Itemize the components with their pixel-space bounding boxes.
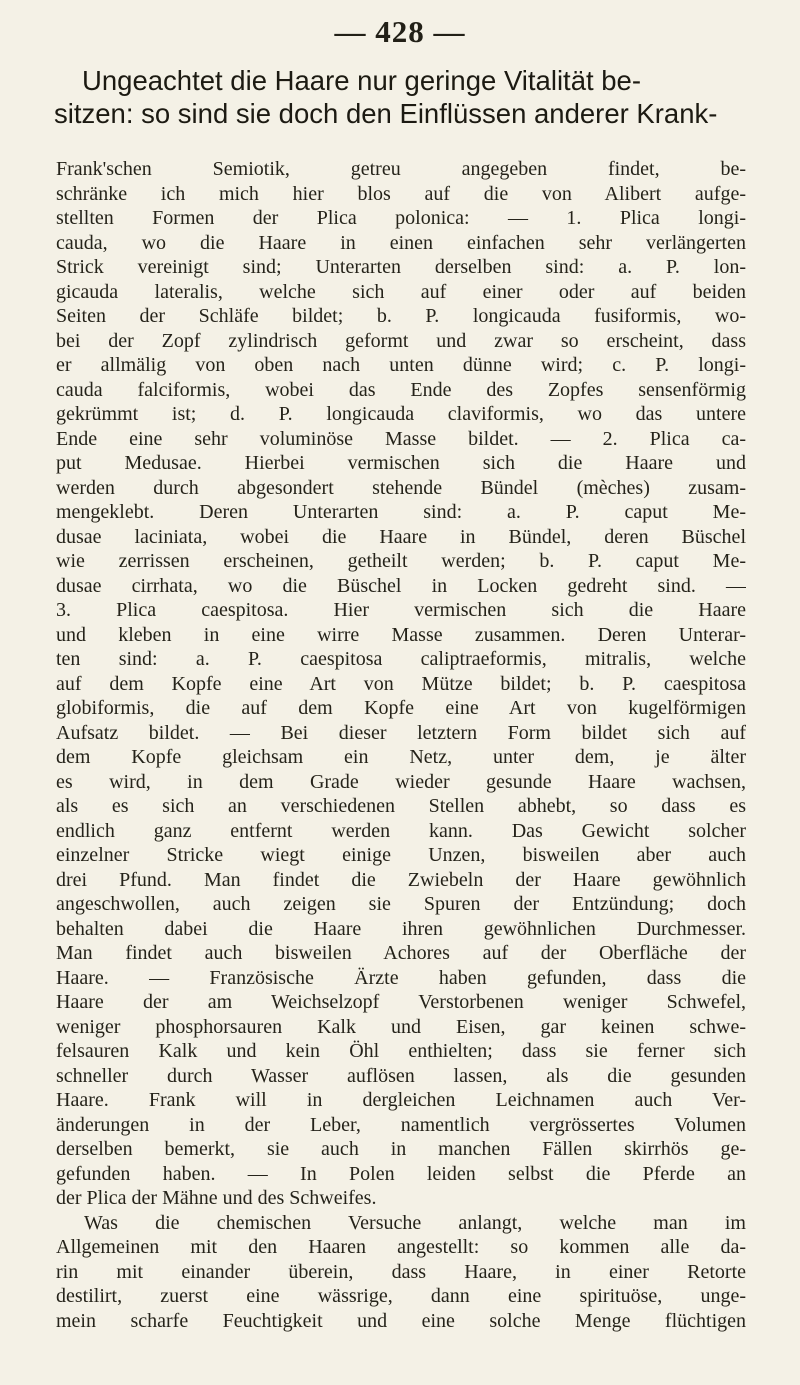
text-line: bei der Zopf zylindrisch geformt und zwar so erscheint, dass: [56, 329, 746, 352]
heading-line: Ungeachtet die Haare nur geringe Vitalität be-: [82, 65, 642, 96]
page-number: — 428 —: [334, 14, 466, 49]
text-line: drei Pfund. Man findet die Zwiebeln der Haare gewöhnlich: [56, 868, 746, 891]
text-line: dusae cirrhata, wo die Büschel in Locken gedreht sind. —: [56, 574, 746, 597]
text-line: und kleben in eine wirre Masse zusammen. Deren Unterar-: [56, 623, 746, 646]
text-line: er allmälig von oben nach unten dünne wird; c. P. longi-: [56, 354, 746, 376]
text-line: einzelner Stricke wiegt einige Unzen, bisweilen aber auch: [56, 844, 746, 866]
text-line: globiformis, die auf dem Kopfe eine Art von kugelförmigen: [56, 697, 746, 719]
text-line: rin mit einander überein, dass Haare, in einer Retorte: [56, 1260, 746, 1283]
text-line: Ende eine sehr voluminöse Masse bildet. — 2. Plica ca-: [56, 427, 746, 450]
text-line: Allgemeinen mit den Haaren angestellt: so kommen alle da-: [56, 1236, 746, 1258]
text-line: mengeklebt. Deren Unterarten sind: a. P. caput Me-: [56, 501, 746, 523]
text-line: Frank'schen Semiotik, getreu angegeben findet, be-: [56, 158, 746, 180]
text-line: Man findet auch bisweilen Achores auf der Oberfläche der: [56, 942, 746, 964]
text-line: Seiten der Schläfe bildet; b. P. longicauda fusiformis, wo-: [56, 305, 746, 327]
text-line: cauda, wo die Haare in einen einfachen sehr verlängerten: [56, 231, 746, 254]
text-line: stellten Formen der Plica polonica: — 1. Plica longi-: [56, 207, 746, 229]
text-line: es wird, in dem Grade wieder gesunde Haare wachsen,: [56, 770, 746, 793]
text-line: Haare. — Französische Ärzte haben gefunden, dass die: [56, 966, 746, 989]
text-line: der Plica der Mähne und des Schweifes.: [56, 1187, 377, 1209]
text-line: destilirt, zuerst eine wässrige, dann eine spirituöse, unge-: [56, 1285, 746, 1307]
text-line: werden durch abgesondert stehende Bündel (mèches) zusam-: [56, 476, 746, 499]
text-line: dusae laciniata, wobei die Haare in Bündel, deren Büschel: [56, 525, 746, 548]
text-line: änderungen in der Leber, namentlich vergrössertes Volumen: [56, 1113, 746, 1136]
body-text: [56, 157, 746, 1333]
text-line: 3. Plica caespitosa. Hier vermischen sich die Haare: [56, 599, 746, 621]
text-line: gicauda lateralis, welche sich auf einer oder auf beiden: [56, 280, 746, 303]
text-line: weniger phosphorsauren Kalk und Eisen, gar keinen schwe-: [56, 1015, 746, 1038]
text-line: Haare. Frank will in dergleichen Leichnamen auch Ver-: [56, 1089, 746, 1111]
text-line: cauda falciformis, wobei das Ende des Zopfes sensenförmig: [56, 378, 746, 401]
text-line: ten sind: a. P. caespitosa caliptraeformis, mitralis, welche: [56, 648, 746, 670]
section-heading: [54, 64, 754, 130]
text-line: schränke ich mich hier blos auf die von Alibert aufge-: [56, 182, 746, 205]
text-line: gefunden haben. — In Polen leiden selbst die Pferde an: [56, 1162, 746, 1185]
text-line: Haare der am Weichselzopf Verstorbenen weniger Schwefel,: [56, 991, 746, 1013]
text-line: Strick vereinigt sind; Unterarten derselben sind: a. P. lon-: [56, 256, 746, 278]
text-line: Aufsatz bildet. — Bei dieser letztern Form bildet sich auf: [56, 721, 746, 744]
text-line: felsauren Kalk und kein Öhl enthielten; dass sie ferner sich: [56, 1040, 746, 1062]
text-line: put Medusae. Hierbei vermischen sich die Haare und: [56, 452, 746, 474]
heading-line: sitzen: so sind sie doch den Einflüssen anderer Krank-: [54, 98, 718, 129]
text-line: endlich ganz entfernt werden kann. Das Gewicht solcher: [56, 819, 746, 842]
text-line: derselben bemerkt, sie auch in manchen Fällen skirrhös ge-: [56, 1138, 746, 1160]
text-line: als es sich an verschiedenen Stellen abhebt, so dass es: [56, 795, 746, 817]
text-line: wie zerrissen erscheinen, getheilt werden; b. P. caput Me-: [56, 550, 746, 572]
text-line: angeschwollen, auch zeigen sie Spuren der Entzündung; doch: [56, 893, 746, 915]
text-line: dem Kopfe gleichsam ein Netz, unter dem, je älter: [56, 746, 746, 768]
text-line: mein scharfe Feuchtigkeit und eine solche Menge flüchtigen: [56, 1309, 746, 1332]
text-line: Was die chemischen Versuche anlangt, welche man im: [84, 1211, 746, 1234]
text-line: behalten dabei die Haare ihren gewöhnlichen Durchmesser.: [56, 917, 746, 940]
text-line: auf dem Kopfe eine Art von Mütze bildet; b. P. caespitosa: [56, 672, 746, 695]
text-line: schneller durch Wasser auflösen lassen, als die gesunden: [56, 1064, 746, 1087]
text-line: gekrümmt ist; d. P. longicauda claviformis, wo das untere: [56, 403, 746, 425]
